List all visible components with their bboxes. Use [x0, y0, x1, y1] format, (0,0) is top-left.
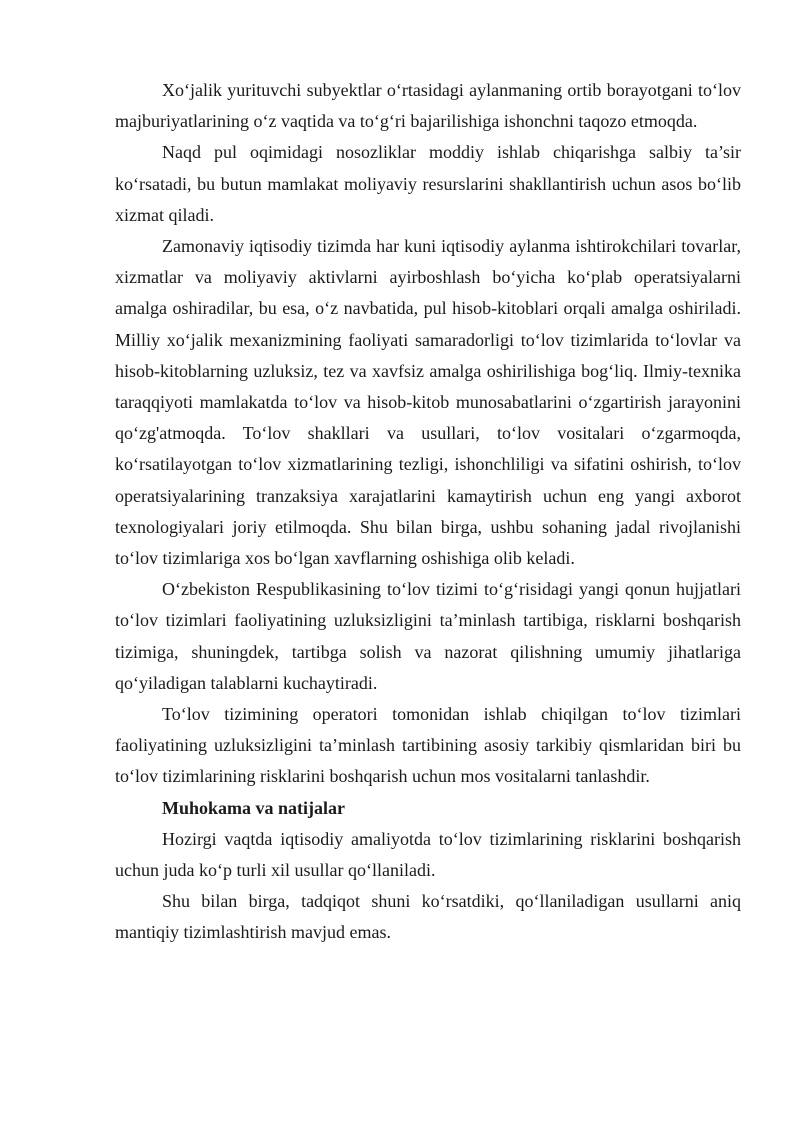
paragraph-5: To‘lov tizimining operatori tomonidan ishlab chiqilgan to‘lov tizimlari faoliyatining uzluksizligini ta’minlash tartibining asosiy tarkibiy qismlaridan biri bu to‘lov tizimlarining risklarini boshqarish uchun mos vositalarni tanlashdir.	[115, 704, 741, 787]
paragraph-2: Naqd pul oqimidagi nosozliklar moddiy ishlab chiqarishga salbiy ta’sir ko‘rsatadi, bu butun mamlakat moliyaviy resurslarini shakllantirish uchun asos bo‘lib xizmat qiladi.	[115, 142, 741, 225]
paragraph-6: Hozirgi vaqtda iqtisodiy amaliyotda to‘lov tizimlarining risklarini boshqarish uchun juda ko‘p turli xil usullar qo‘llaniladi.	[115, 828, 741, 881]
paragraph-3: Zamonaviy iqtisodiy tizimda har kuni iqtisodiy aylanma ishtirokchilari tovarlar, xizmatlar va moliyaviy aktivlarni ayirboshlash bo‘yicha ko‘plab operatsiyalarni amalga oshiradilar, bu esa, o‘z navbatida, pul hisob-kitoblari orqali amalga oshiriladi. Milliy xo‘jalik mexanizmining faoliyati samaradorligi to‘lov tizimlarida to‘lovlar va hisob-kitoblarning uzluksiz, tez va xavfsiz amalga oshirilishiga bog‘liq. Ilmiy-texnika taraqqiyoti mamlakatda to‘lov va hisob-kitob munosabatlarini o‘zgartirish jarayonini qo‘zg'atmoqda. To‘lov shakllari va usullari, to‘lov vositalari o‘zgarmoqda, ko‘rsatilayotgan to‘lov xizmatlarining tezligi, ishonchliligi va sifatini oshirish, to‘lov operatsiyalarining tranzaksiya xarajatlarini kamaytirish uchun eng yangi axborot texnologiyalari joriy etilmoqda. Shu bilan birga, ushbu sohaning jadal rivojlanishi to‘lov tizimlariga xos bo‘lgan xavflarning oshishiga olib keladi.	[115, 236, 741, 569]
paragraph-4: O‘zbekiston Respublikasining to‘lov tizimi to‘g‘risidagi yangi qonun hujjatlari to‘lov tizimlari faoliyatining uzluksizligini ta’minlash tartibiga, risklarni boshqarish tizimiga, shuningdek, tartibga solish va nazorat qilishning umumiy jihatlariga qo‘yiladigan talablarni kuchaytiradi.	[115, 579, 741, 693]
paragraph-1: Xo‘jalik yurituvchi subyektlar o‘rtasidagi aylanmaning ortib borayotgani to‘lov majburiyatlarining o‘z vaqtida va to‘g‘ri bajarilishiga ishonchni taqozo etmoqda.	[115, 80, 741, 132]
section-heading: Muhokama va natijalar	[162, 797, 346, 818]
document-body	[115, 75, 741, 949]
paragraph-7: Shu bilan birga, tadqiqot shuni ko‘rsatdiki, qo‘llaniladigan usullarni aniq mantiqiy tizimlashtirish mavjud emas.	[115, 891, 741, 943]
